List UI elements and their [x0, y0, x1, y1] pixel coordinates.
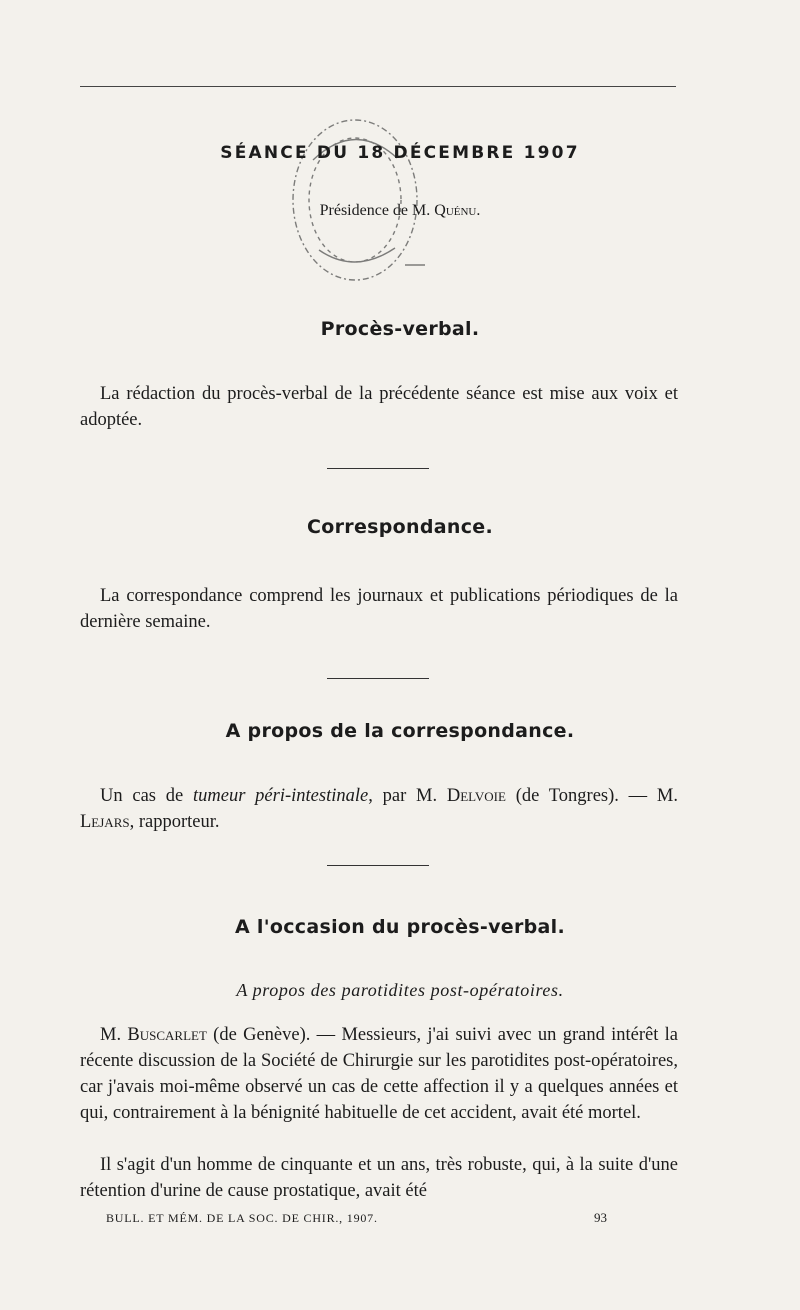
presidence-prefix: Présidence de M.: [319, 202, 435, 219]
text-run: (de Tongres). — M.: [505, 786, 678, 806]
author-name: Delvoie: [446, 786, 506, 806]
text-run: , par M.: [368, 786, 447, 806]
section-heading-occasion-proces-verbal: A l'occasion du procès-verbal.: [235, 916, 565, 938]
italic-run: tumeur péri-intestinale: [193, 786, 369, 806]
section-divider: [327, 865, 429, 866]
section-subtitle: A propos des parotidites post-opératoires.: [236, 980, 564, 1000]
a-propos-correspondance-text: [80, 783, 678, 835]
text-run: (de Genève). — Messieurs, j'ai suivi avec un grand intérêt la récente discussion de la Société de Chirurgie sur les parotidites post-opératoires, car j'avais moi-même observé un cas de cette affection il y a quelques années et qui, contrairement à la bénignité habituelle de cet accident, avait été mortel.: [80, 1025, 679, 1123]
section-heading-a-propos-correspondance: A propos de la correspondance.: [225, 720, 575, 742]
seance-title: SÉANCE DU 18 DÉCEMBRE 1907: [220, 143, 580, 163]
section-heading-correspondance: Correspondance.: [307, 516, 493, 538]
proces-verbal-text: La rédaction du procès-verbal de la précédente séance est mise aux voix et adoptée.: [80, 384, 678, 430]
text-run: , rapporteur.: [129, 812, 220, 832]
presidence-suffix: .: [476, 202, 481, 219]
correspondance-text: La correspondance comprend les journaux et publications périodiques de la dernière semaine.: [80, 586, 678, 632]
top-rule: [80, 86, 676, 87]
author-name: Buscarlet: [127, 1025, 207, 1045]
text-run: Un cas de: [100, 786, 193, 806]
president-name: Quénu: [434, 202, 477, 219]
rapporteur-name: Lejars: [80, 812, 130, 832]
case-paragraph: Il s'agit d'un homme de cinquante et un ans, très robuste, qui, à la suite d'une rétention d'urine de cause prostatique, avait été: [80, 1155, 678, 1201]
page-number: 93: [594, 1210, 607, 1225]
presidence-line: [0, 202, 800, 220]
buscarlet-paragraph: [80, 1022, 678, 1126]
section-heading-proces-verbal: Procès-verbal.: [320, 318, 480, 340]
section-divider: [327, 468, 429, 469]
library-stamp-icon: [275, 100, 435, 295]
section-divider: [327, 678, 429, 679]
journal-footer: BULL. ET MÉM. DE LA SOC. DE CHIR., 1907.: [106, 1211, 378, 1225]
text-run: M.: [100, 1025, 128, 1045]
